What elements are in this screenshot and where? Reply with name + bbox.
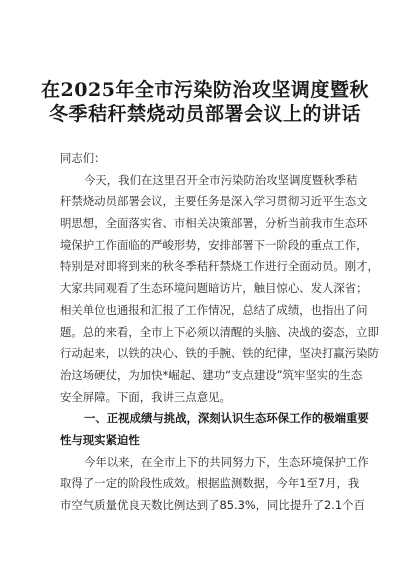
paragraph-line: 明思想，全面落实省、市相关决策部署，分析当前我市生态环 (60, 216, 368, 231)
speech-body (60, 148, 379, 517)
paragraph-line: 秆禁烧动员部署会议，主要任务是深入学习贯彻习近平生态文 (60, 194, 368, 209)
paragraph-line: 治这场硬仗，为加快*崛起、建功“支点建设”筑牢坚实的生态 (60, 367, 363, 382)
paragraph-line: 市空气质量优良天数比例达到了85.3%，同比提升了2.1个百 (60, 498, 365, 512)
document-title (40, 78, 370, 126)
section-heading-line: 性与现实紧迫性 (60, 432, 140, 447)
title-line-1: 在2025年全市污染防治攻坚调度暨秋 (41, 79, 369, 101)
paragraph-line: 今天，我们在这里召开全市污染防治攻坚调度暨秋季秸 (84, 172, 358, 187)
paragraph-line: 行动起来，以铁的决心、铁的手腕、铁的纪律，坚决打赢污染防 (60, 346, 379, 361)
paragraph-line: 相关单位也通报和汇报了工作情况，总结了成绩，也指出了问 (60, 302, 368, 317)
paragraph-line: 安全屏障。下面，我讲三点意见。 (60, 389, 231, 404)
paragraph-line: 境保护工作面临的严峻形势，安排部署下一阶段的重点工作， (60, 237, 368, 252)
paragraph-line: 特别是对即将到来的秋冬季秸秆禁烧工作进行全面动员。刚才， (60, 259, 379, 274)
paragraph-line: 取得了一定的阶段性成效。根据监测数据，今年1至7月，我 (60, 476, 360, 491)
paragraph-line: 今年以来，在全市上下的共同努力下，生态环境保护工作 (84, 454, 369, 469)
section-heading-line: 一、正视成绩与挑战，深刻认识生态环保工作的极端重要 (84, 411, 369, 426)
salutation: 同志们： (60, 151, 106, 165)
title-line-2: 冬季秸秆禁烧动员部署会议上的讲话 (48, 103, 361, 125)
paragraph-line: 大家共同观看了生态环境问题暗访片，触目惊心、发人深省； (60, 281, 368, 296)
paragraph-line: 题。总的来看，全市上下必须以清醒的头脑、决战的姿态，立即 (60, 324, 379, 339)
